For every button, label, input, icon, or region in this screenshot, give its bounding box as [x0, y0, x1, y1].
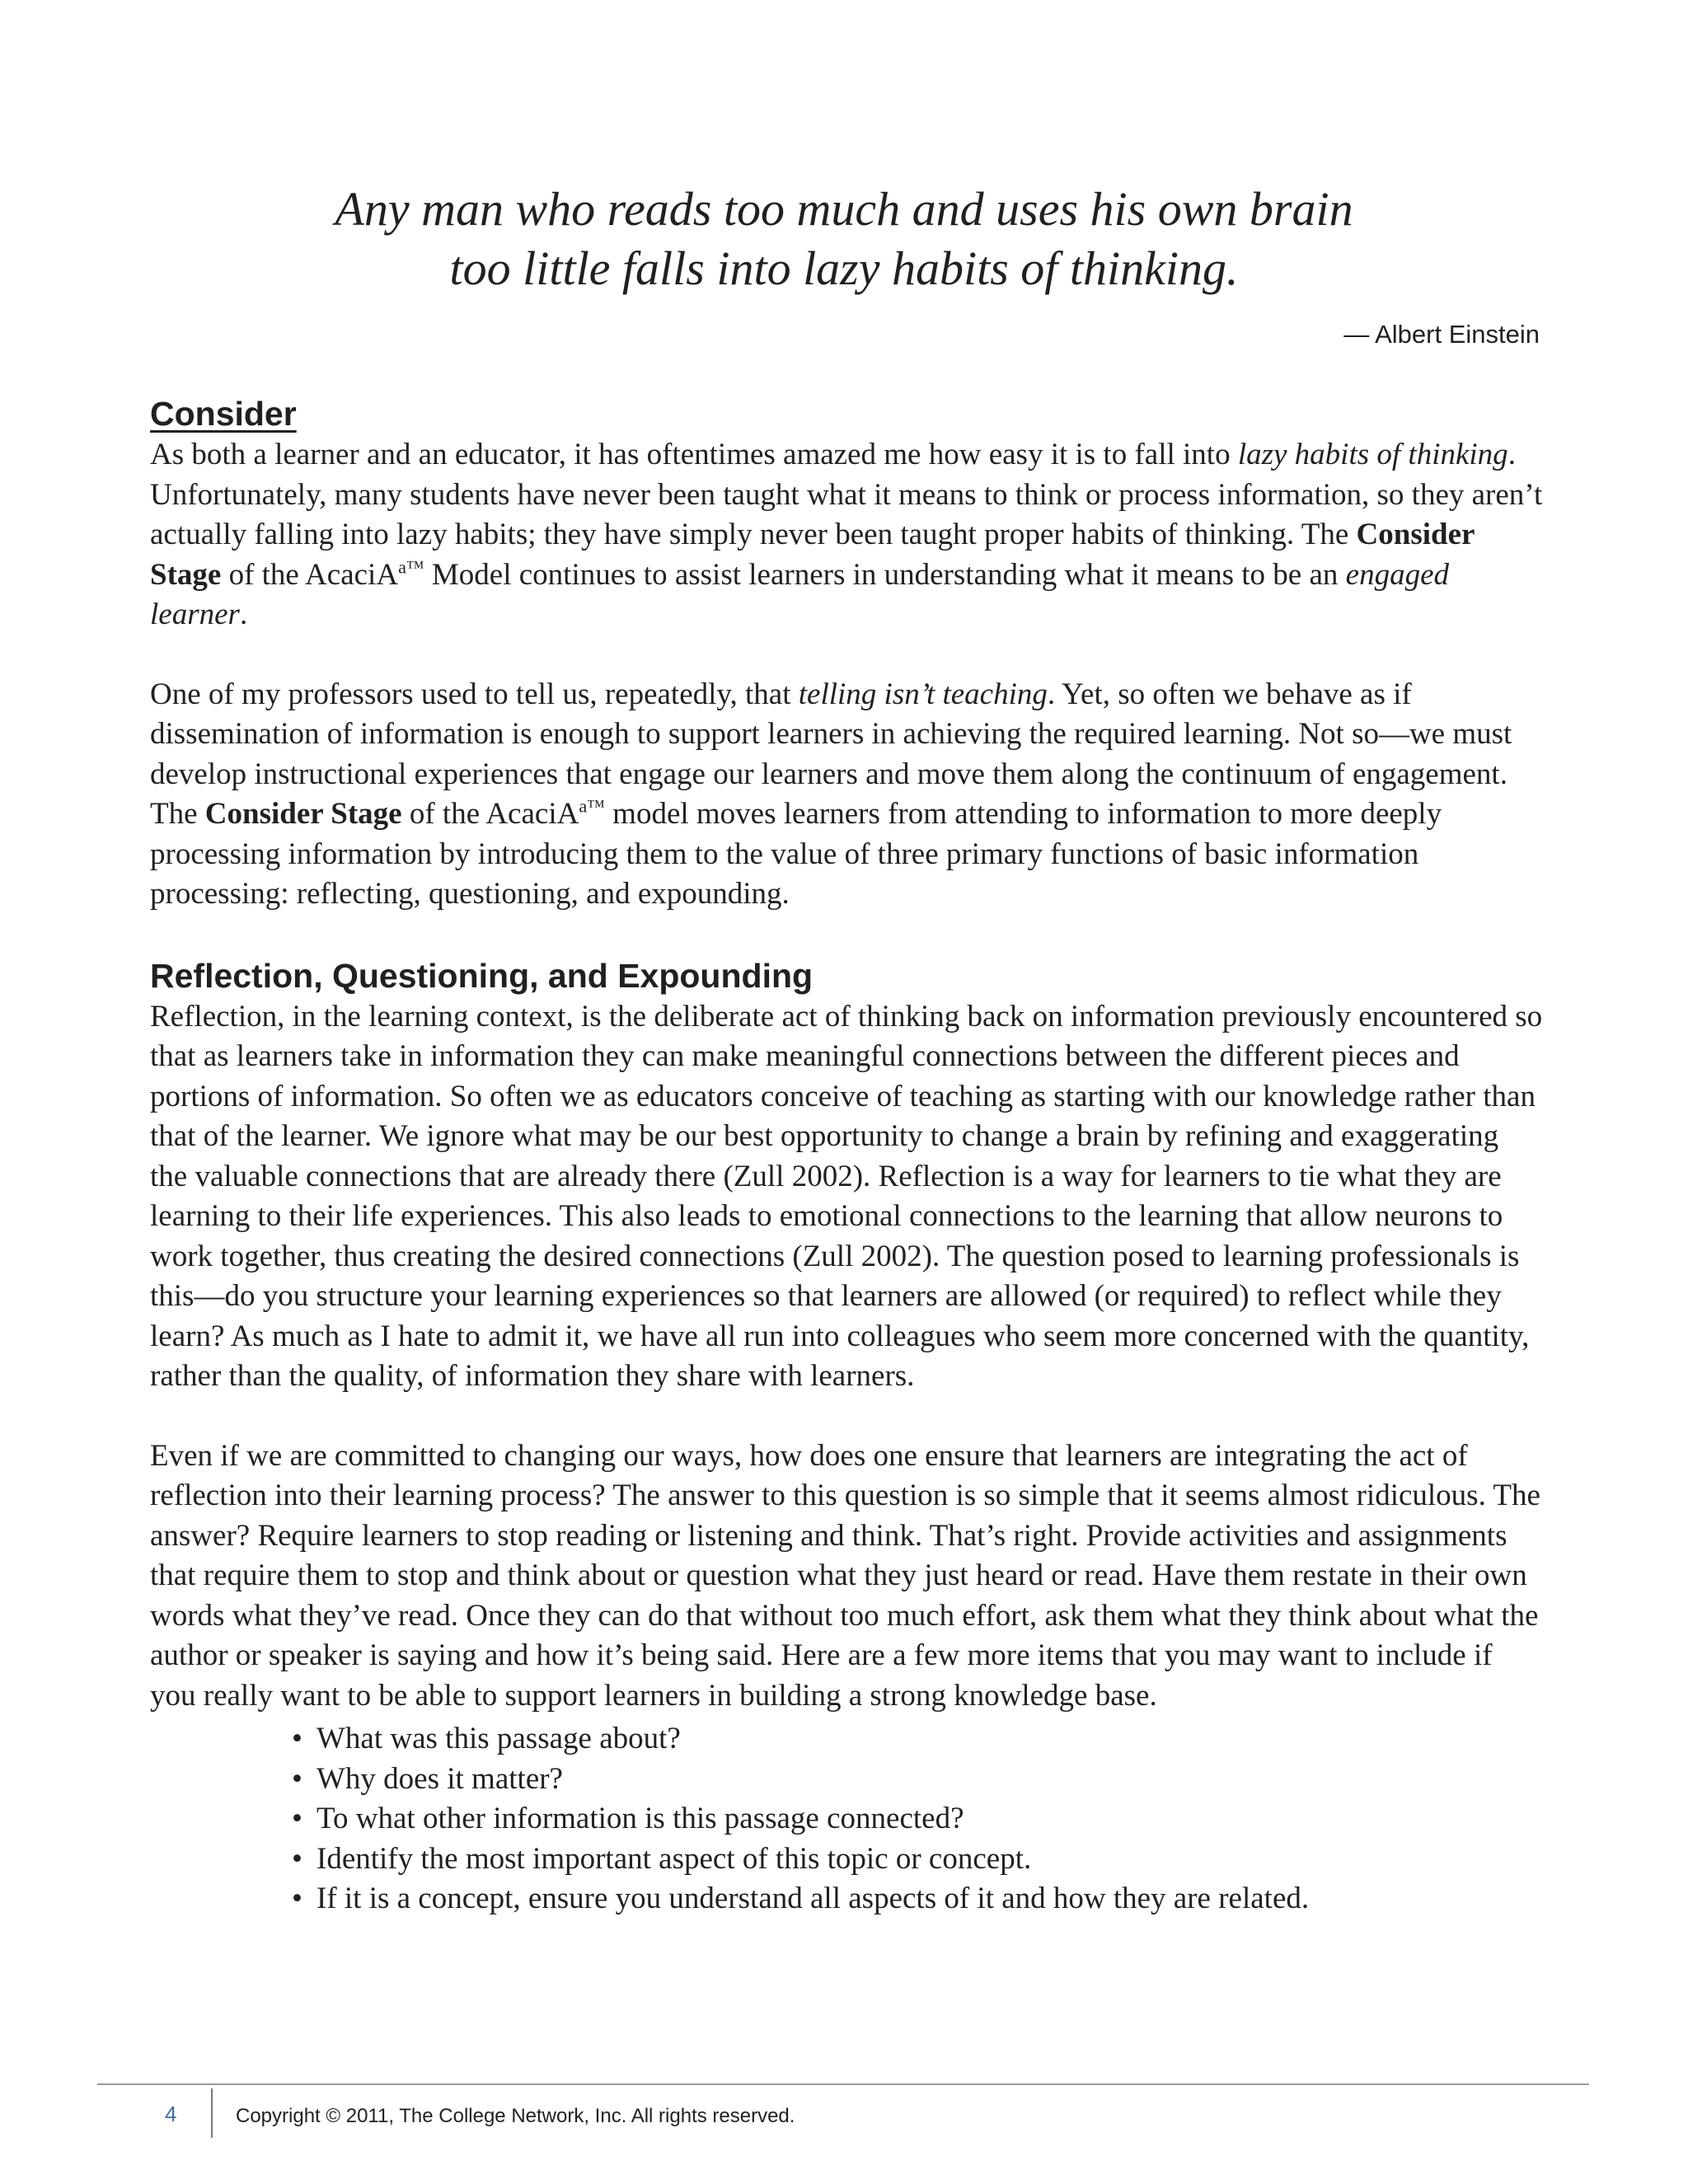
- footer-divider: [211, 2088, 213, 2138]
- text-run: As both a learner and an educator, it has oftentimes amazed me how easy it is to fall into: [150, 438, 1238, 471]
- footer-rule: [97, 2083, 1589, 2085]
- reflection-paragraph-1: Reflection, in the learning context, is the deliberate act of thinking back on information previously encountered so that as learners take in information they can make meaningful connections between the different pieces and portions of information. So often we as educators conceive of teaching as starting with our knowledge rather than that of the learner. We ignore what may be our best opportunity to change a brain by refining and exaggerating the valuable connections that are already there (Zull 2002). Reflection is a way for learners to tie what they are learning to their life experiences. This also leads to emotional connections to the learning that allow neurons to work together, thus creating the desired connections (Zull 2002). The question posed to learning professionals is this—do you structure your learning experiences so that learners are allowed (or required) to reflect while they learn? As much as I hate to admit it, we have all run into colleagues who seem more concerned with the quantity, rather than the quality, of information they share with learners.: [150, 999, 1543, 1393]
- quote-line-2: too little falls into lazy habits of thinking.: [449, 241, 1239, 295]
- list-item: • If it is a concept, ensure you understand all aspects of it and how they are related.: [315, 1879, 1543, 1919]
- emphasis-text: engaged learner: [150, 557, 1450, 631]
- section-heading-reflection: Reflection, Questioning, and Expounding: [150, 956, 814, 995]
- text-run: model moves learners from attending to information to more deeply processing information by introducing them to the value of three primary functions of basic information processing: reflecting, questioning, and expounding.: [150, 797, 1442, 911]
- consider-paragraph-1: [150, 435, 1543, 635]
- text-run: Model continues to assist learners in understanding what it means to be an: [424, 557, 1346, 592]
- list-item: • To what other information is this passage connected?: [315, 1799, 1543, 1840]
- page-number: 4: [165, 2102, 177, 2126]
- text-run: One of my professors used to tell us, repeatedly, that: [150, 677, 799, 711]
- text-run: . Yet, so often we behave as if dissemination of information is enough to support learners in achieving the required learning. Not so—we must develop instructional experiences that engage our learners and move them along the continuum of engagement. The: [150, 677, 1512, 831]
- reflection-paragraph-2: Even if we are committed to changing our ways, how does one ensure that learners are integrating the act of reflection into their learning process? The answer to this question is so simple that it seems almost ridiculous. The answer? Require learners to stop reading or listening and think. That’s right. Provide activities and assignments that require them to stop and think about or question what they just heard or read. Have them restate in their own words what they’ve read. Once they can do that without too much effort, ask them what they think about what the author or speaker is saying and how it’s being said. Here are a few more items that you may want to include if you really want to be able to support learners in building a strong knowledge base.: [150, 1438, 1540, 1713]
- section-heading-consider: Consider: [150, 395, 297, 433]
- copyright-notice: Copyright © 2011, The College Network, Inc. All rights reserved.: [236, 2105, 795, 2127]
- list-item: • Why does it matter?: [315, 1760, 1543, 1800]
- quote-line-1: Any man who reads too much and uses his own brain: [335, 182, 1353, 236]
- trademark-superscript: a™: [579, 795, 605, 817]
- text-run: . Unfortunately, many students have never been taught what it means to think or process information, so they aren’t actually falling into lazy habits; they have simply never been taught proper habits of thinking. The: [150, 438, 1543, 551]
- list-item: • What was this passage about?: [315, 1719, 1543, 1760]
- main-content: [150, 392, 1543, 1919]
- bold-term: Consider Stage: [150, 518, 1475, 592]
- text-run: of the AcaciA: [401, 797, 579, 831]
- list-item: • Identify the most important aspect of this topic or concept.: [315, 1840, 1543, 1880]
- quote-attribution: — Albert Einstein: [1343, 320, 1540, 349]
- epigraph-quote: [148, 180, 1540, 298]
- text-run: .: [239, 598, 248, 631]
- text-run: of the AcaciA: [221, 557, 399, 592]
- emphasis-text: telling isn’t teaching: [798, 677, 1048, 711]
- consider-paragraph-2: [150, 675, 1543, 915]
- emphasis-text: lazy habits of thinking: [1237, 438, 1508, 471]
- question-list: [150, 1719, 1543, 1919]
- trademark-superscript: a™: [398, 556, 424, 578]
- bold-term: Consider Stage: [204, 797, 402, 831]
